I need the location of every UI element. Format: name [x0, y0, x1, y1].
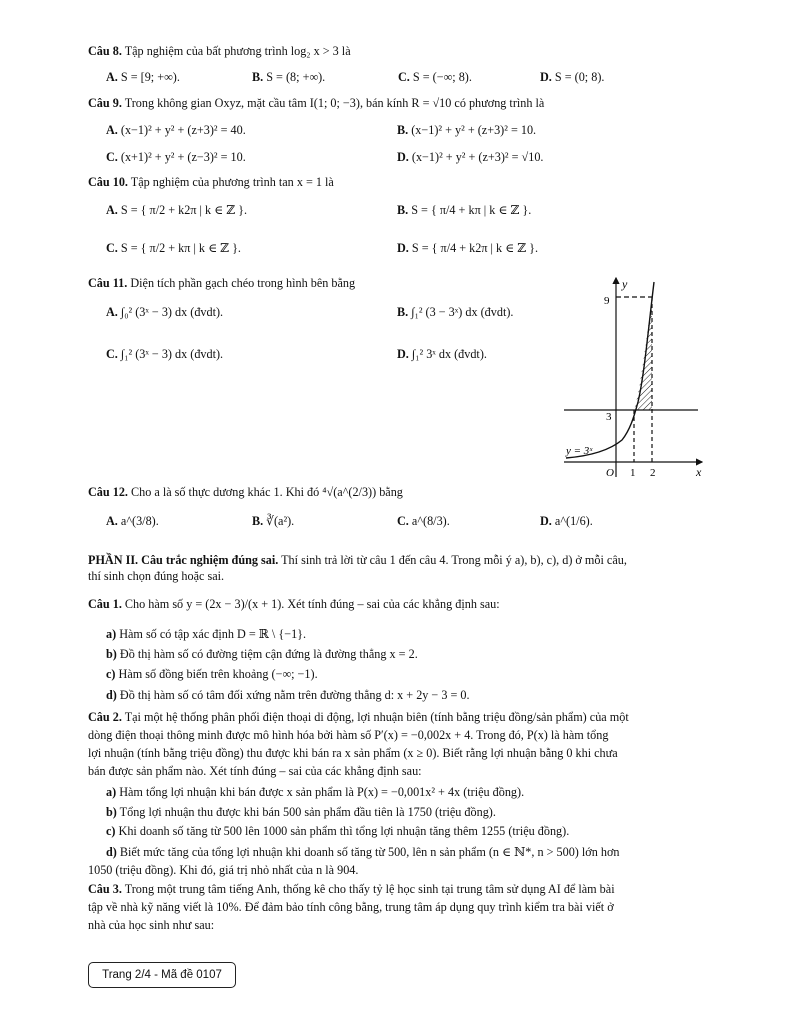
- q12-option-d: D. a^(1/6).: [540, 514, 593, 528]
- q12-stem: Câu 12. Cho a là số thực dương khác 1. Khi đó ⁴√(a^(2/3)) bằng: [88, 485, 403, 499]
- q11-option-a: A. ∫₀² (3ˣ − 3) dx (đvdt).: [106, 305, 224, 319]
- tick-1-label: 1: [630, 467, 636, 479]
- p2-statement-b: b) Tổng lợi nhuận thu được khi bán 500 sản phẩm đầu tiên là 1750 (triệu đồng).: [106, 805, 496, 819]
- curve-3-pow-x: [566, 282, 654, 458]
- p1-stem: Câu 1. Cho hàm số y = (2x − 3)/(x + 1). Xét tính đúng – sai của các khẳng định sau:: [88, 597, 500, 611]
- q10-option-a: A. S = { π/2 + k2π | k ∈ ℤ }.: [106, 203, 248, 217]
- x-axis-label: x: [696, 465, 702, 479]
- p2-line-4: bán được sản phẩm nào. Xét tính đúng – sai của các khẳng định sau:: [88, 764, 422, 778]
- y-axis-label: y: [622, 277, 628, 291]
- q8-stem: Câu 8. Tập nghiệm của bất phương trình log₂ x > 3 là: [88, 44, 351, 58]
- q9-stem: Câu 9. Trong không gian Oxyz, mặt cầu tâm I(1; 0; −3), bán kính R = √10 có phương trình là: [88, 96, 545, 110]
- curve-label: y = 3ˣ: [566, 445, 593, 457]
- p2-line-2: dòng điện thoại thông minh được mô hình hóa bởi hàm số P′(x) = −0,002x + 4. Trong đó, P(x) là hàm tổng: [88, 728, 609, 742]
- p1-statement-b: b) Đồ thị hàm số có đường tiệm cận đứng là đường thẳng x = 2.: [106, 647, 418, 661]
- q10-stem: Câu 10. Tập nghiệm của phương trình tan x = 1 là: [88, 175, 334, 189]
- q8-option-b: B. S = (8; +∞).: [252, 70, 326, 84]
- q12-option-a: A. a^(3/8).: [106, 514, 159, 528]
- q9-option-c: C. (x+1)² + y² + (z−3)² = 10.: [106, 150, 246, 164]
- q11-stem: Câu 11. Diện tích phần gạch chéo trong hình bên bằng: [88, 276, 356, 290]
- q10-option-d: D. S = { π/4 + k2π | k ∈ ℤ }.: [397, 241, 539, 255]
- q8-option-c: C. S = (−∞; 8).: [398, 70, 472, 84]
- p2-statement-d-line2: 1050 (triệu đồng). Khi đó, giá trị nhỏ nhất của n là 904.: [88, 863, 359, 877]
- part2-title: PHẦN II. Câu trắc nghiệm đúng sai.: [88, 553, 279, 567]
- p1-statement-c: c) Hàm số đồng biến trên khoảng (−∞; −1).: [106, 667, 318, 681]
- q11-option-d: D. ∫₁² 3ˣ dx (đvdt).: [397, 347, 487, 361]
- q11-option-b: B. ∫₁² (3 − 3ˣ) dx (đvdt).: [397, 305, 514, 319]
- page-footer: Trang 2/4 - Mã đề 0107: [88, 962, 236, 988]
- part2-intro-line2: thí sinh chọn đúng hoặc sai.: [88, 569, 225, 583]
- p2-statement-c: c) Khi doanh số tăng từ 500 lên 1000 sản phẩm thì tổng lợi nhuận tăng thêm 1255 (triệu đồng).: [106, 824, 570, 838]
- origin-label: O: [606, 467, 614, 479]
- part2-intro: [88, 553, 627, 568]
- part2-intro-line1: Thí sinh trả lời từ câu 1 đến câu 4. Trong mỗi ý a), b), c), d) ở mỗi câu,: [278, 553, 627, 567]
- q9-option-d: D. (x−1)² + y² + (z+3)² = √10.: [397, 150, 544, 164]
- tick-2-label: 2: [650, 467, 656, 479]
- exponential-graph: [560, 272, 710, 487]
- q12-option-b: B. ∛(a²).: [252, 514, 295, 528]
- p2-statement-a: a) Hàm tổng lợi nhuận khi bán được x sản phẩm là P(x) = −0,001x² + 4x (triệu đồng).: [106, 785, 525, 799]
- p3-line-2: tập về nhà kỹ năng viết là 10%. Để đảm bảo tính công bằng, trung tâm áp dụng quy trình kiểm tra bài viết ở: [88, 900, 614, 914]
- q8-option-a: A. S = [9; +∞).: [106, 70, 180, 84]
- q8-option-d: D. S = (0; 8).: [540, 70, 605, 84]
- p3-line-3: nhà của học sinh như sau:: [88, 918, 215, 932]
- p1-statement-d: d) Đồ thị hàm số có tâm đối xứng nằm trên đường thẳng d: x + 2y − 3 = 0.: [106, 688, 470, 702]
- p2-line-3: lợi nhuận (tính bằng triệu đồng) thu được khi bán ra x sản phẩm (x ≥ 0). Biết rằng lợi nhuận bằng 0 khi chưa: [88, 746, 618, 760]
- q12-option-c: C. a^(8/3).: [397, 514, 450, 528]
- p2-statement-d-line1: d) Biết mức tăng của tổng lợi nhuận khi doanh số tăng từ 500, lên n sản phẩm (n ∈ ℕ*, n > 500) lớn hơn: [106, 845, 620, 859]
- tick-3-label: 3: [606, 411, 612, 423]
- q9-option-a: A. (x−1)² + y² + (z+3)² = 40.: [106, 123, 246, 137]
- tick-9-label: 9: [604, 295, 610, 307]
- q11-option-c: C. ∫₁² (3ˣ − 3) dx (đvdt).: [106, 347, 224, 361]
- q10-option-c: C. S = { π/2 + kπ | k ∈ ℤ }.: [106, 241, 241, 255]
- p1-statement-a: a) Hàm số có tập xác định D = ℝ \ {−1}.: [106, 627, 307, 641]
- p3-line-1: Câu 3. Trong một trung tâm tiếng Anh, thống kê cho thấy tỷ lệ học sinh tại trung tâm sử dụng AI để làm bài: [88, 882, 615, 896]
- q9-option-b: B. (x−1)² + y² + (z+3)² = 10.: [397, 123, 537, 137]
- hatched-region: [634, 297, 652, 410]
- p2-line-1: Câu 2. Tại một hệ thống phân phối điện thoại di động, lợi nhuận biên (tính bằng triệu đồng/sản phẩm) của một: [88, 710, 629, 724]
- q10-option-b: B. S = { π/4 + kπ | k ∈ ℤ }.: [397, 203, 532, 217]
